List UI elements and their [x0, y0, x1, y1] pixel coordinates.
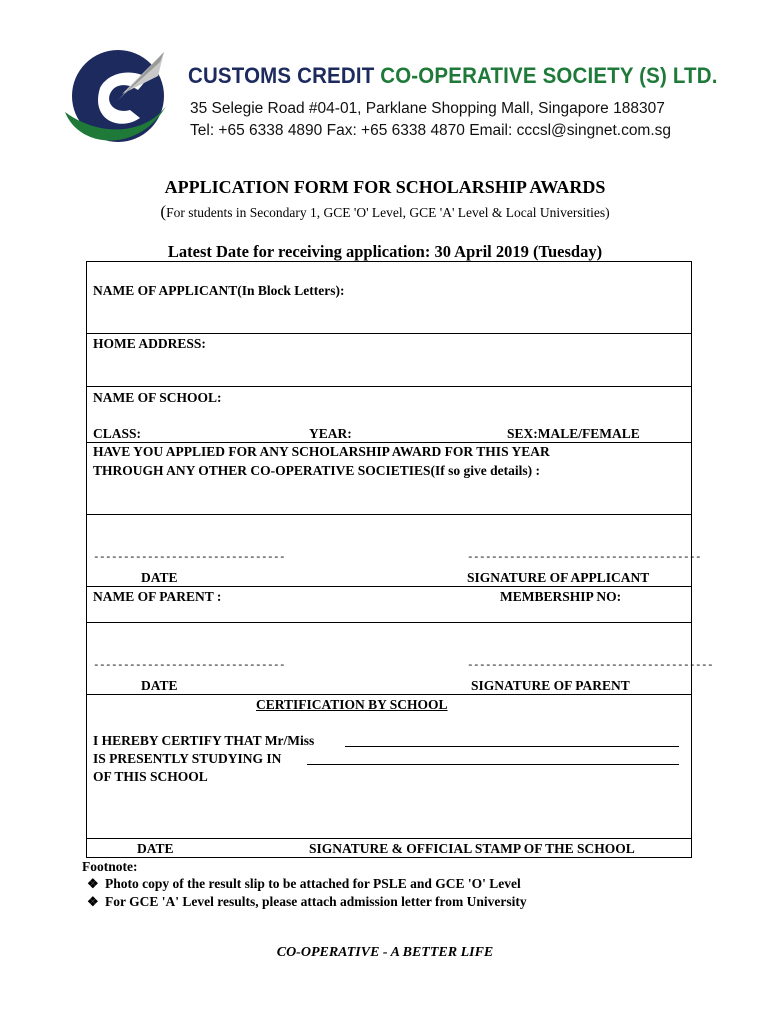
parent-signature-line: ----------------------------------------- — [467, 660, 714, 672]
school-date-label: DATE — [137, 841, 174, 856]
form-subtitle — [0, 202, 770, 222]
row-divider — [86, 386, 692, 387]
organization-name-part2: CO-OPERATIVE SOCIETY (S) LTD. — [380, 63, 718, 88]
application-deadline: Latest Date for receiving application: 30 April 2019 (Tuesday) — [167, 242, 603, 261]
sex-label: SEX:MALE/FEMALE — [507, 426, 640, 441]
organization-contact: Tel: +65 6338 4890 Fax: +65 6338 4870 Email: cccsl@singnet.com.sg — [190, 122, 672, 139]
row-divider — [86, 694, 692, 695]
parent-date-label: DATE — [141, 678, 178, 693]
certify-line1: I HEREBY CERTIFY THAT Mr/Miss — [93, 733, 315, 748]
organization-name-part1: CUSTOMS CREDIT — [188, 63, 381, 88]
parent-date-line: -------------------------------- — [93, 660, 286, 672]
applicant-date-label: DATE — [141, 570, 178, 585]
home-address-label: HOME ADDRESS: — [93, 336, 206, 351]
student-name-blank — [345, 746, 679, 747]
organization-address: 35 Selegie Road #04-01, Parklane Shopping Mall, Singapore 188307 — [190, 100, 665, 117]
footnote-item — [87, 876, 521, 892]
subtitle-open-paren: ( — [160, 202, 167, 221]
parent-name-label: NAME OF PARENT : — [93, 589, 222, 604]
year-label: YEAR: — [309, 426, 352, 441]
row-divider — [86, 514, 692, 515]
footnote-heading: Footnote: — [82, 859, 138, 874]
applicant-name-label: NAME OF APPLICANT(In Block Letters): — [93, 283, 345, 298]
row-divider — [86, 442, 692, 443]
applicant-signature-label: SIGNATURE OF APPLICANT — [467, 570, 650, 585]
membership-no-label: MEMBERSHIP NO: — [500, 589, 622, 604]
row-divider — [86, 622, 692, 623]
diamond-bullet-icon: ❖ — [87, 876, 99, 891]
other-award-question-line2: THROUGH ANY OTHER CO-OPERATIVE SOCIETIES(If so give details) : — [93, 463, 541, 478]
row-divider — [86, 333, 692, 334]
motto: CO-OPERATIVE - A BETTER LIFE — [276, 945, 494, 960]
diamond-bullet-icon: ❖ — [87, 894, 99, 909]
organization-name — [188, 63, 718, 89]
school-name-blank — [307, 764, 679, 765]
certification-heading: CERTIFICATION BY SCHOOL — [256, 697, 448, 712]
applicant-signature-line: --------------------------------------- — [467, 552, 702, 564]
certify-line3: OF THIS SCHOOL — [93, 769, 208, 784]
parent-signature-label: SIGNATURE OF PARENT — [471, 678, 630, 693]
footnote-item — [87, 894, 527, 910]
school-name-label: NAME OF SCHOOL: — [93, 390, 222, 405]
applicant-date-line: -------------------------------- — [93, 552, 286, 564]
footnote-item-text: For GCE 'A' Level results, please attach admission letter from University — [105, 894, 527, 909]
row-divider — [86, 586, 692, 587]
school-signature-label: SIGNATURE & OFFICIAL STAMP OF THE SCHOOL — [309, 841, 635, 856]
footnote-item-text: Photo copy of the result slip to be attached for PSLE and GCE 'O' Level — [105, 876, 521, 891]
certify-line2: IS PRESENTLY STUDYING IN — [93, 751, 282, 766]
form-title: APPLICATION FORM FOR SCHOLARSHIP AWARDS — [164, 177, 606, 197]
subtitle-text: For students in Secondary 1, GCE 'O' Level, GCE 'A' Level & Local Universities) — [166, 205, 610, 220]
other-award-question-line1: HAVE YOU APPLIED FOR ANY SCHOLARSHIP AWARD FOR THIS YEAR — [93, 444, 550, 459]
row-divider — [86, 838, 692, 839]
customs-credit-logo-icon — [60, 42, 172, 150]
class-label: CLASS: — [93, 426, 142, 441]
